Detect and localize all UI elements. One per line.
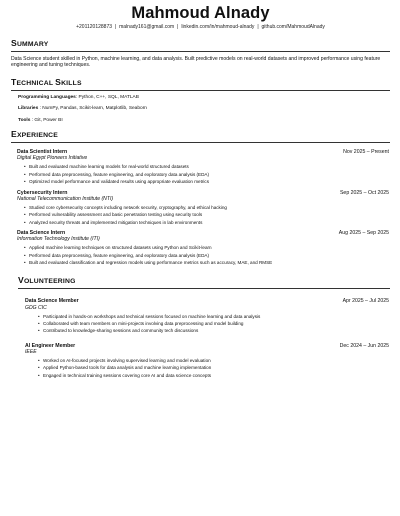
candidate-name: Mahmoud Alnady: [131, 4, 270, 22]
job-title: Cybersecurity Intern: [17, 189, 68, 196]
job-date: Aug 2025 – Sep 2025: [338, 229, 389, 236]
volunteering-section: [11, 275, 390, 379]
section-title-volunteering: VOLUNTEERING: [18, 275, 76, 286]
skill-row-languages: Programming Languages: Python, C++, SQL, MATLAB: [18, 94, 139, 100]
bullet-list: [11, 163, 390, 185]
section-title-summary: SUMMARY: [11, 38, 49, 48]
bullet-list: [11, 244, 390, 266]
separator: |: [177, 24, 179, 30]
list-item: • Worked on AI-focused projects involving supervised learning and model evaluation: [43, 357, 390, 364]
list-item: • Performed vulnerability assessment and basic penetration testing using security tools: [29, 211, 390, 218]
list-item: • Collaborated with team members on mini-projects involving data preprocessing and model building: [43, 320, 390, 327]
job-date: Nov 2025 – Present: [343, 149, 389, 156]
organization: GDG CIC: [25, 304, 47, 311]
list-item: • Analyzed security threats and implemented mitigation techniques in lab environments: [29, 219, 390, 226]
contact-line: [11, 24, 390, 30]
separator: |: [114, 24, 117, 30]
job-title: Data Scientist Intern: [17, 149, 68, 156]
separator: |: [257, 24, 259, 30]
experience-entry: [11, 230, 390, 266]
linkedin-link[interactable]: linkedin.com/in/mahmoud-alnady: [181, 24, 255, 30]
skill-row-tools: Tools : Git, Power BI: [18, 117, 63, 123]
role-date: Apr 2025 – Jul 2025: [342, 298, 389, 305]
volunteering-entry: [18, 343, 390, 379]
section-divider: [18, 288, 390, 289]
section-divider: [11, 142, 390, 143]
list-item: • Applied machine learning techniques on structured datasets using Python and Scikit-learn: [29, 244, 390, 251]
phone-number: +201120128873: [76, 24, 113, 30]
summary-section: [11, 38, 390, 69]
list-item: • Engaged in technical training sessions covering core AI and data science concepts: [43, 372, 390, 379]
role-title: Data Science Member: [25, 298, 79, 305]
skills-section: [11, 77, 390, 124]
experience-entry: [11, 149, 390, 185]
list-item: • Participated in hands-on workshops and technical sessions focused on machine learning and data analysis: [43, 313, 390, 320]
bullet-list: [18, 313, 390, 335]
list-item: • Applied Python-based tools for data analysis and machine learning implementation: [43, 364, 390, 371]
skill-row-libraries: Libraries : NumPy, Pandas, Scikit-learn, Matplotlib, Seaborn: [18, 106, 147, 112]
list-item: • Performed data preprocessing, feature engineering, and exploratory data analysis (EDA): [29, 252, 390, 259]
section-title-skills: TECHNICAL SKILLS: [11, 76, 82, 87]
organization: Information Technology Institute (ITI): [17, 236, 100, 243]
section-title-experience: EXPERIENCE: [11, 129, 59, 140]
section-divider: [11, 90, 390, 91]
experience-section: [11, 129, 390, 266]
role-date: Dec 2024 – Jun 2025: [339, 342, 389, 349]
list-item: • Studied core cybersecurity concepts including network security, cryptography, and ethical hacking: [29, 204, 390, 211]
list-item: • Contributed to knowledge-sharing sessions and community tech discussions: [43, 327, 390, 334]
job-date: Sep 2025 – Oct 2025: [339, 189, 389, 196]
job-title: Data Science Intern: [17, 229, 66, 236]
list-item: • Optimized model performance and validated results using appropriate evaluation metrics: [29, 178, 390, 185]
summary-text: Data Science student skilled in Python, machine learning, and data analysis. Built predictive models on real-world datasets and improved performance using feature engineering and tuning techniques.: [11, 56, 381, 69]
organization: National Telecommunication Institute (NTI): [17, 195, 114, 202]
bullet-list: [11, 204, 390, 226]
email-link[interactable]: malnady161@gmail.com: [119, 24, 175, 30]
bullet-list: [18, 357, 390, 379]
github-link[interactable]: github.com/MahmoudAlnady: [261, 24, 325, 30]
list-item: • Built and evaluated machine learning models for real-world structured datasets: [29, 163, 390, 170]
section-divider: [11, 51, 390, 52]
skills-list: [11, 95, 390, 124]
organization: Digital Egypt Pioneers Initiative: [17, 155, 88, 162]
volunteering-entry: [18, 298, 390, 334]
role-title: AI Engineer Member: [25, 342, 76, 349]
organization: IEEE: [25, 348, 37, 355]
list-item: • Performed data preprocessing, feature engineering, and exploratory data analysis (EDA): [29, 171, 390, 178]
list-item: • Built and evaluated classification and regression models using performance metrics such as accuracy, MAE, and RMSE: [29, 259, 390, 266]
experience-entry: [11, 190, 390, 226]
